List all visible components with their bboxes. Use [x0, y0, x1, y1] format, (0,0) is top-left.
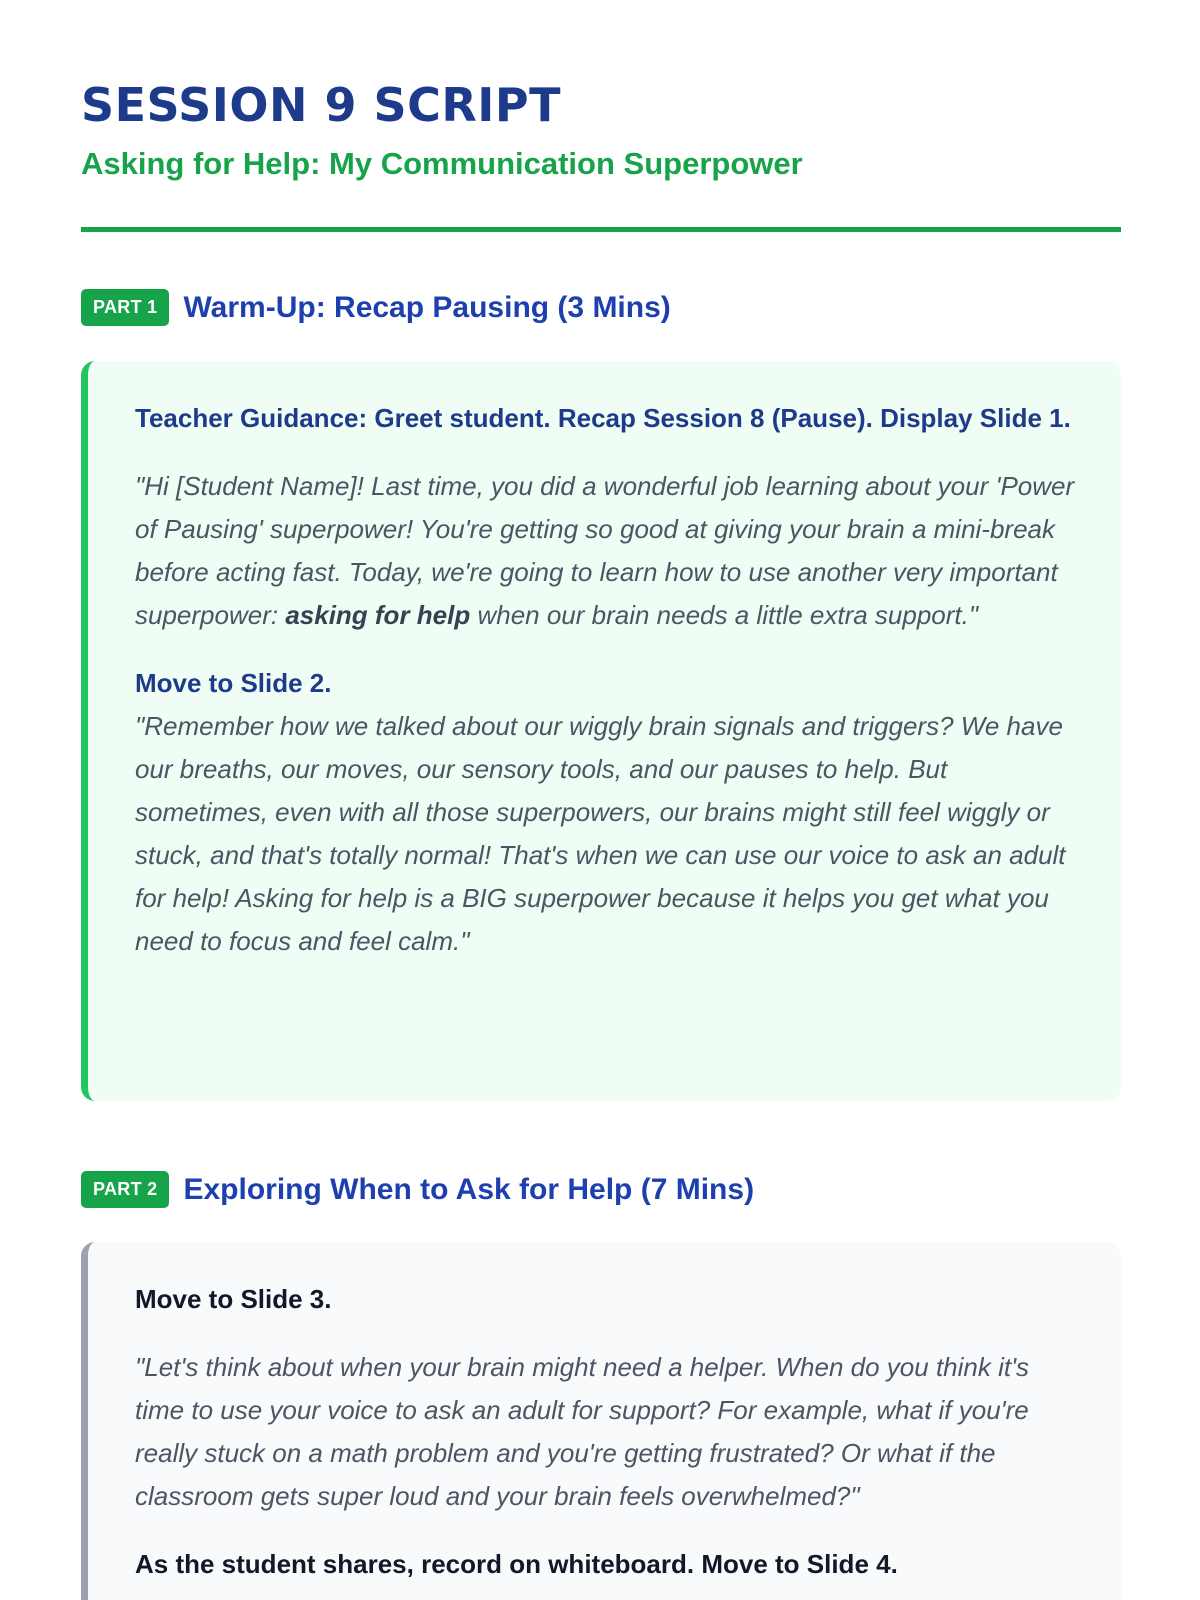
teacher-guidance: Teacher Guidance: Greet student. Recap Session 8 (Pause). Display Slide 1.: [135, 403, 1071, 433]
quote-text: when our brain needs a little extra support.": [470, 600, 979, 630]
quote-text: "Hi [Student Name]! Last time, you did a wonderful job learning about your 'Power of Pausing' superpower! You're getting so good at giving your brain a mini-break before acting fast. Today, we're going to learn how to use another very important superpower:: [135, 471, 1075, 630]
part-1-badge: PART 1: [81, 289, 169, 326]
part-1-header: [81, 289, 671, 326]
header-divider: [81, 227, 1121, 232]
part-2-card: [81, 1242, 1121, 1600]
part-2-instruction-1: Move to Slide 3.: [135, 1284, 332, 1314]
part-1-quote-2: "Remember how we talked about our wiggly brain signals and triggers? We have our breaths, our moves, our sensory tools, and our pauses to help. But sometimes, even with all those superpowers, our brains might still feel wiggly or stuck, and that's totally normal! That's when we can use our voice to ask an adult for help! Asking for help is a BIG superpower because it helps you get what you need to focus and feel calm.": [135, 711, 1066, 956]
part-2-quote-1: "Let's think about when your brain might need a helper. When do you think it's time to use your voice to ask an adult for support? For example, what if you're really stuck on a math problem and you're getting frustrated? Or what if the classroom gets super loud and your brain feels overwhelmed?": [135, 1352, 1030, 1511]
part-2-header: [81, 1171, 754, 1208]
part-2-title: Exploring When to Ask for Help (7 Mins): [183, 1172, 755, 1206]
part-2-instruction-2: As the student shares, record on whiteboard. Move to Slide 4.: [135, 1549, 898, 1579]
page-subtitle: Asking for Help: My Communication Superpower: [81, 146, 803, 181]
page-title: SESSION 9 SCRIPT: [81, 78, 562, 132]
quote-emphasis: asking for help: [285, 600, 471, 630]
part-1-card: [81, 361, 1121, 1101]
part-1-instruction: Move to Slide 2.: [135, 668, 332, 698]
part-1-title: Warm-Up: Recap Pausing (3 Mins): [183, 290, 671, 324]
part-1-quote-1: [135, 465, 1077, 637]
part-2-badge: PART 2: [81, 1171, 169, 1208]
